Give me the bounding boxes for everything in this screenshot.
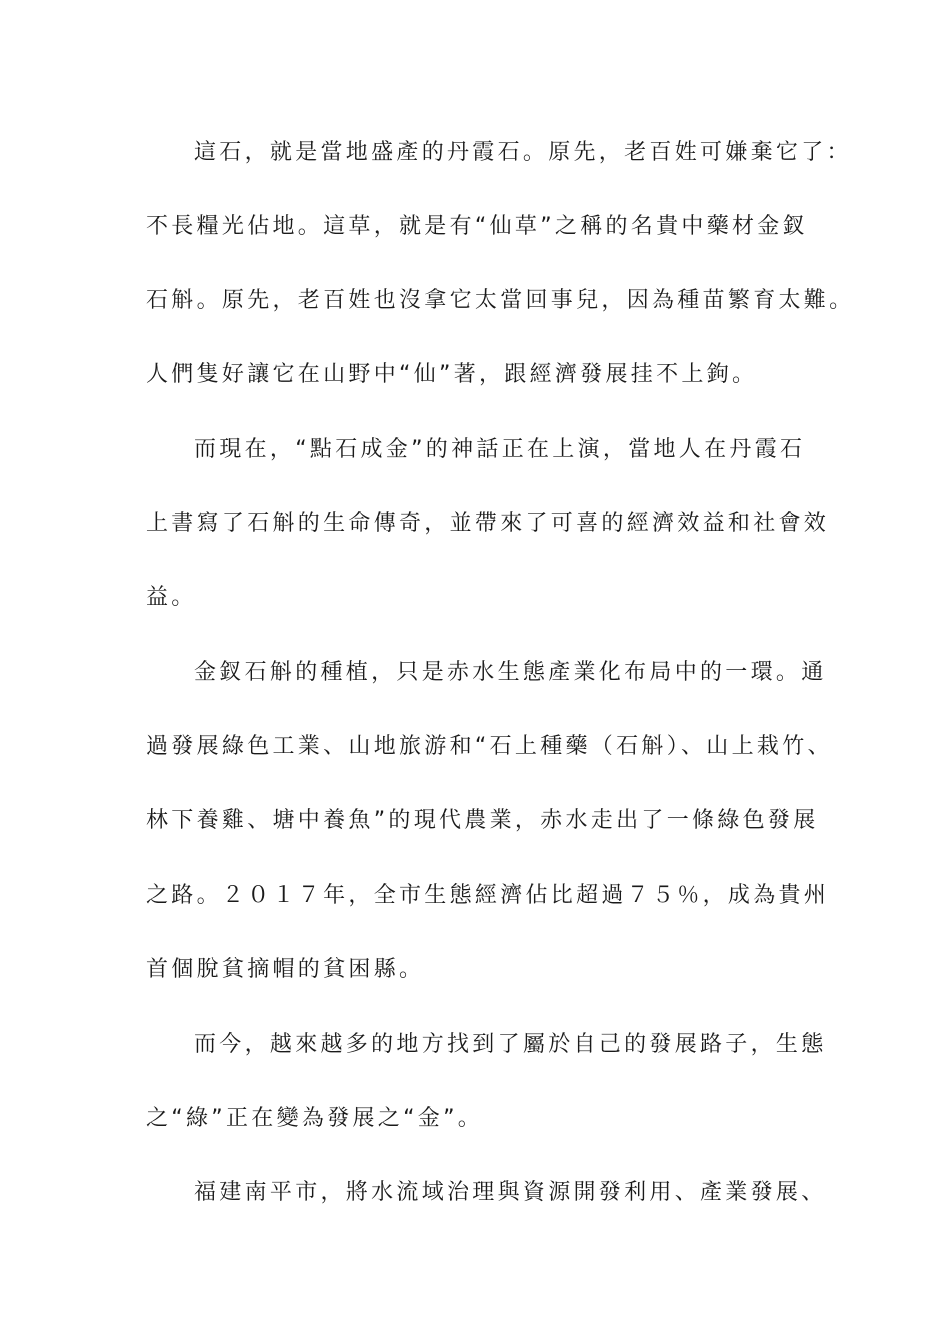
paragraph-1-line-2: 不長糧光佔地。這草，就是有“仙草”之稱的名貴中藥材金釵	[146, 214, 808, 239]
paragraph-5-line-1: 福建南平市，將水流域治理與資源開發利用、產業發展、	[194, 1180, 827, 1205]
paragraph-3-line-3: 林下養雞、塘中養魚”的現代農業，赤水走出了一條綠色發展	[146, 808, 819, 833]
paragraph-4-line-2: 之“綠”正在變為發展之“金”。	[146, 1106, 484, 1131]
paragraph-3-line-4: 之路。２０１７年，全市生態經濟佔比超過７５％，成為貴州	[146, 883, 830, 908]
paragraph-1-line-3: 石斛。原先，老百姓也沒拿它太當回事兒，因為種苗繁育太難。	[146, 288, 855, 313]
paragraph-1-line-4: 人們隻好讓它在山野中“仙”著，跟經濟發展挂不上鉤。	[146, 362, 758, 387]
paragraph-2-line-2: 上書寫了石斛的生命傳奇，並帶來了可喜的經濟效益和社會效	[146, 511, 830, 536]
paragraph-2-line-1: 而現在，“點石成金”的神話正在上演，當地人在丹霞石	[194, 437, 806, 462]
paragraph-2-line-3: 益。	[146, 585, 197, 610]
paragraph-1-line-1: 這石，就是當地盛產的丹霞石。原先，老百姓可嫌棄它了：	[194, 140, 852, 165]
paragraph-3-line-1: 金釵石斛的種植，只是赤水生態產業化布局中的一環。通	[194, 660, 827, 685]
paragraph-3-line-5: 首個脫貧摘帽的貧困縣。	[146, 957, 425, 982]
paragraph-4-line-1: 而今，越來越多的地方找到了屬於自己的發展路子，生態	[194, 1032, 827, 1057]
paragraph-3-line-2: 過發展綠色工業、山地旅游和“石上種藥（石斛）、山上栽竹、	[146, 734, 833, 759]
